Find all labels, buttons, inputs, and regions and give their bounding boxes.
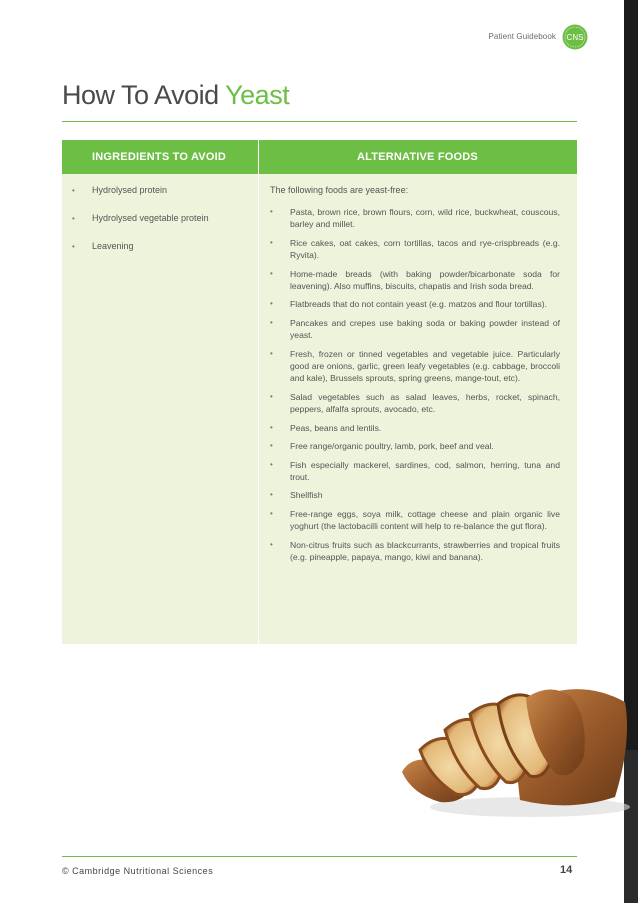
yeast-table bbox=[62, 140, 577, 644]
cns-logo-badge bbox=[562, 24, 588, 50]
avoid-item: • Hydrolysed protein bbox=[72, 185, 252, 196]
alternative-item: • Pancakes and crepes use baking soda or baking powder instead of yeast. bbox=[270, 317, 560, 342]
sliced-bread-image bbox=[400, 672, 632, 822]
title-divider bbox=[62, 121, 577, 122]
footer-copyright: © Cambridge Nutritional Sciences bbox=[62, 866, 214, 876]
guidebook-label: Patient Guidebook bbox=[488, 32, 556, 41]
table-header-row bbox=[62, 140, 577, 174]
avoid-list bbox=[72, 185, 252, 269]
avoid-item: • Hydrolysed vegetable protein bbox=[72, 213, 252, 224]
page-edge-bar bbox=[624, 0, 638, 750]
footer-divider bbox=[62, 856, 577, 857]
avoid-item: • Leavening bbox=[72, 241, 252, 252]
column-divider bbox=[258, 140, 259, 644]
cns-badge-text: CNS bbox=[566, 33, 584, 42]
alternative-item: • Fresh, frozen or tinned vegetables and vegetable juice. Particularly good are onions, garlic, green leafy vegetables (e.g. cabbage, broccoli and kale), Brussels sprouts, spring greens, mange-tout, etc). bbox=[270, 348, 560, 385]
alternative-item: • Flatbreads that do not contain yeast (e.g. matzos and flour tortillas). bbox=[270, 298, 560, 310]
header-alternative-foods: ALTERNATIVE FOODS bbox=[357, 151, 478, 163]
title-main: How To Avoid bbox=[62, 80, 219, 110]
alternative-item: • Free range/organic poultry, lamb, pork, beef and veal. bbox=[270, 440, 560, 452]
page-number: 14 bbox=[560, 864, 573, 876]
alternative-item: • Rice cakes, oat cakes, corn tortillas, tacos and rye-crispbreads (e.g. Ryvita). bbox=[270, 237, 560, 262]
alternative-item: • Home-made breads (with baking powder/bicarbonate soda for leavening). Also muffins, biscuits, chapatis and Irish soda bread. bbox=[270, 268, 560, 293]
title-accent: Yeast bbox=[225, 80, 290, 110]
alternative-item: • Peas, beans and lentils. bbox=[270, 422, 560, 434]
page-title bbox=[62, 80, 289, 111]
alternative-item: • Non-citrus fruits such as blackcurrants, strawberries and tropical fruits (e.g. pineapple, papaya, mango, kiwi and banana). bbox=[270, 539, 560, 564]
alternative-item: • Fish especially mackerel, sardines, cod, salmon, herring, tuna and trout. bbox=[270, 459, 560, 484]
header-ingredients-to-avoid: INGREDIENTS TO AVOID bbox=[92, 151, 226, 163]
alternative-item: • Shellfish bbox=[270, 489, 560, 501]
alternatives-list bbox=[270, 206, 560, 569]
alternatives-intro: The following foods are yeast-free: bbox=[270, 185, 409, 195]
alternative-item: • Salad vegetables such as salad leaves, herbs, rocket, spinach, peppers, alfalfa sprouts, avocado, etc. bbox=[270, 391, 560, 416]
alternative-item: • Pasta, brown rice, brown flours, corn, wild rice, buckwheat, couscous, barley and millet. bbox=[270, 206, 560, 231]
alternative-item: • Free-range eggs, soya milk, cottage cheese and plain organic live yoghurt (the lactobacilli content will help to re-balance the gut flora). bbox=[270, 508, 560, 533]
